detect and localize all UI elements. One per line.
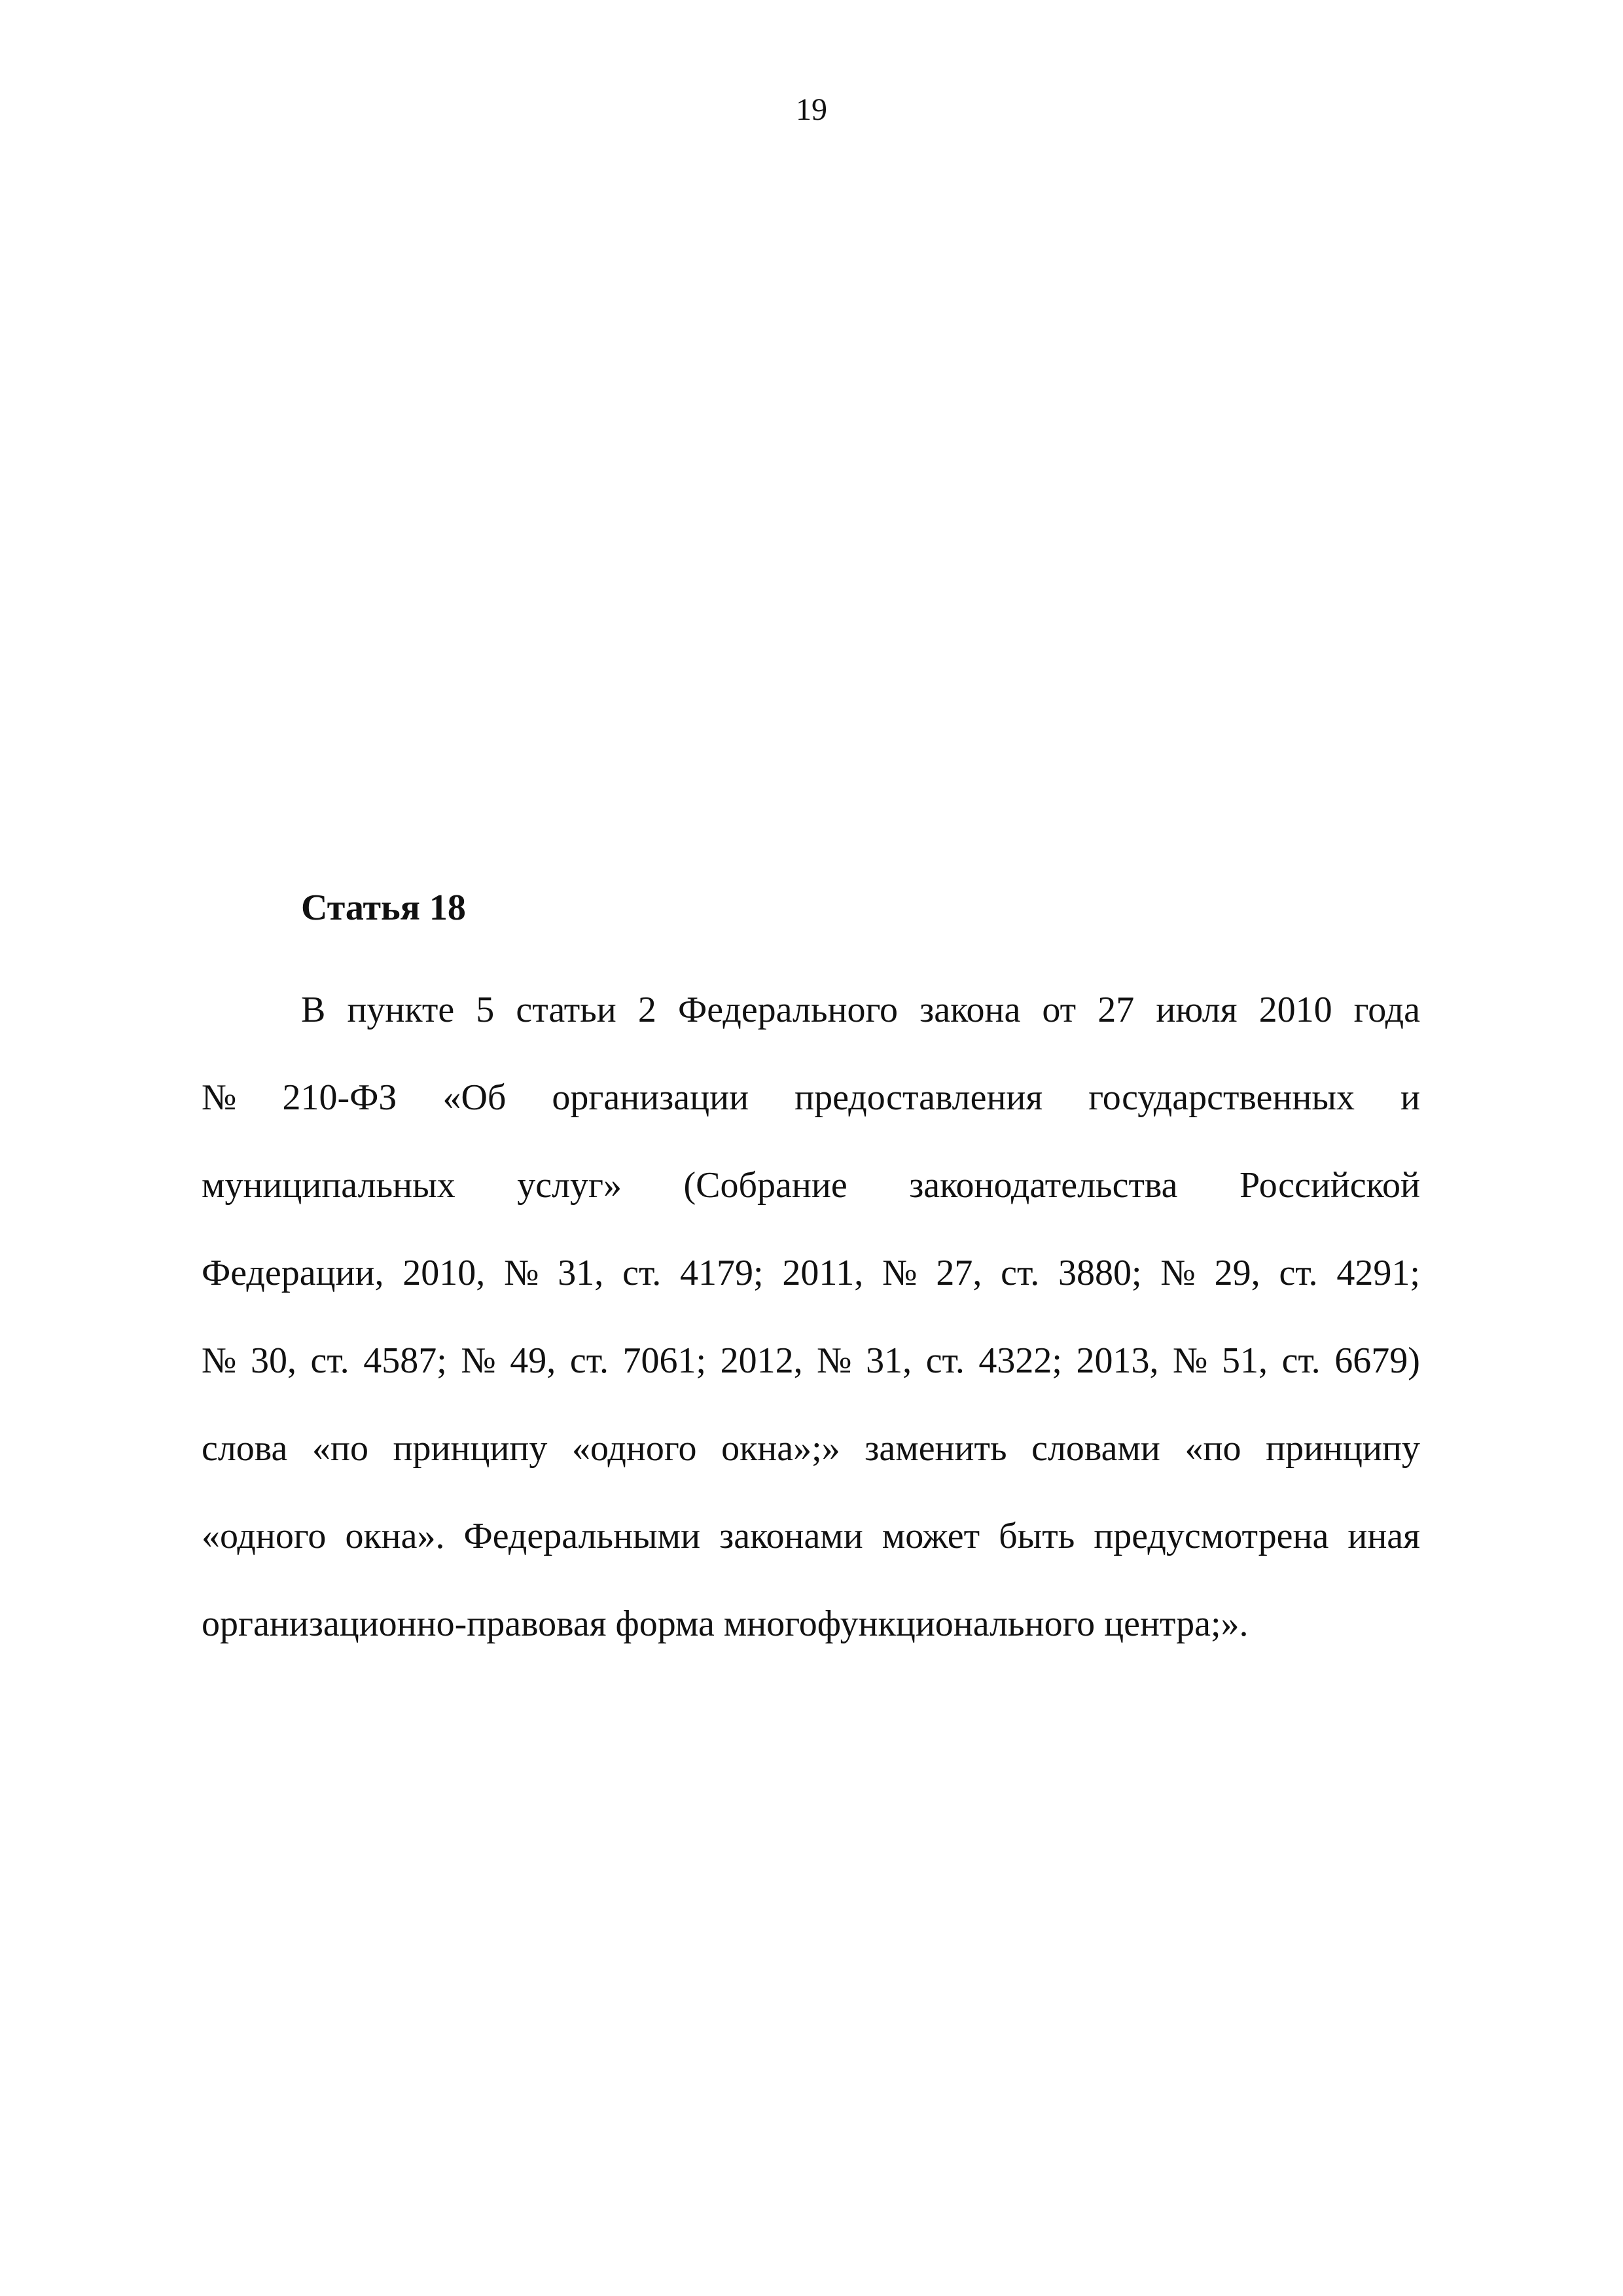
article-word: статьи — [516, 990, 616, 1030]
article-word: 30, — [250, 1340, 296, 1381]
article-word: государственных — [1088, 1077, 1355, 1118]
article-word: № — [504, 1253, 539, 1293]
article-word: ст. — [1279, 1253, 1318, 1293]
article-body — [202, 966, 1420, 1668]
article-word: предусмотрена — [1094, 1516, 1329, 1556]
article-word: «одного — [572, 1428, 697, 1469]
article-word: 3880; — [1058, 1253, 1142, 1293]
article-line — [202, 1229, 1420, 1317]
article-word: и — [1400, 1077, 1420, 1118]
article-word: может — [882, 1516, 980, 1556]
article-word: года — [1353, 990, 1420, 1030]
article-word: № — [202, 1077, 237, 1118]
article-word: «по — [312, 1428, 368, 1469]
article-line — [202, 1141, 1420, 1229]
article-word: законами — [719, 1516, 863, 1556]
article-word: заменить — [865, 1428, 1007, 1469]
article-last-line: организационно-правовая форма многофункционального центра;». — [202, 1604, 1249, 1644]
article-word: предоставления — [794, 1077, 1043, 1118]
article-word: 27, — [936, 1253, 982, 1293]
article-word: ст. — [622, 1253, 662, 1293]
article-line — [202, 966, 1420, 1054]
article-word: «одного — [202, 1516, 327, 1556]
article-word: слова — [202, 1428, 288, 1469]
article-word: законодательства — [909, 1165, 1178, 1206]
article-word: ст. — [569, 1340, 609, 1381]
article-word: № — [1160, 1253, 1196, 1293]
article-word: № — [1173, 1340, 1208, 1381]
article-word: Федерации, — [202, 1253, 384, 1293]
article-word: 2011, — [782, 1253, 864, 1293]
article-word: 51, — [1222, 1340, 1268, 1381]
article-word: от — [1042, 990, 1077, 1030]
article-word: принципу — [393, 1428, 548, 1469]
article-word: иная — [1347, 1516, 1420, 1556]
page-number: 19 — [796, 92, 827, 127]
article-word: 2012, — [720, 1340, 803, 1381]
article-word: 2013, — [1076, 1340, 1159, 1381]
article-word: 31, — [866, 1340, 912, 1381]
article-word: 31, — [558, 1253, 604, 1293]
article-word: июля — [1156, 990, 1238, 1030]
article-word: ст. — [1001, 1253, 1040, 1293]
article-word: 4179; — [680, 1253, 764, 1293]
article-line — [202, 1317, 1420, 1405]
article-word: № — [817, 1340, 852, 1381]
article-line — [202, 1492, 1420, 1580]
article-word: быть — [999, 1516, 1075, 1556]
article-word: В — [301, 990, 326, 1030]
article-word: услуг» — [517, 1165, 622, 1206]
article-word: № — [461, 1340, 496, 1381]
article-line — [202, 1054, 1420, 1141]
article-word: ст. — [310, 1340, 349, 1381]
article-word: пункте — [347, 990, 455, 1030]
article-word: ст. — [925, 1340, 965, 1381]
article-word: 4322; — [978, 1340, 1062, 1381]
article-word: Российской — [1240, 1165, 1420, 1206]
article-word: закона — [919, 990, 1021, 1030]
article-word: окна». — [345, 1516, 445, 1556]
article-word: 4587; — [363, 1340, 447, 1381]
article-word: 4291; — [1336, 1253, 1420, 1293]
article-word: Федерального — [677, 990, 899, 1030]
article-word: № — [882, 1253, 918, 1293]
article-word: организации — [552, 1077, 749, 1118]
article-word: № — [202, 1340, 237, 1381]
article-line — [202, 1405, 1420, 1492]
article-word: 29, — [1214, 1253, 1260, 1293]
article-word: 27 — [1097, 990, 1135, 1030]
article-word: 2010 — [1258, 990, 1332, 1030]
article-word: 7061; — [622, 1340, 707, 1381]
article-word: окна»;» — [721, 1428, 840, 1469]
article-word: принципу — [1266, 1428, 1420, 1469]
article-word: 5 — [476, 990, 495, 1030]
article-word: 6679) — [1334, 1340, 1420, 1381]
article-word: ст. — [1281, 1340, 1321, 1381]
article-word: словами — [1031, 1428, 1160, 1469]
article-word: (Собрание — [683, 1165, 847, 1206]
article-word: «Об — [442, 1077, 507, 1118]
article-word: 2 — [637, 990, 656, 1030]
article-word: муниципальных — [202, 1165, 455, 1206]
article-word: «по — [1185, 1428, 1241, 1469]
article-word: 49, — [510, 1340, 556, 1381]
article-heading: Статья 18 — [301, 888, 466, 928]
article-word: Федеральными — [463, 1516, 701, 1556]
article-word: 210-ФЗ — [282, 1077, 397, 1118]
article-word: 2010, — [402, 1253, 486, 1293]
